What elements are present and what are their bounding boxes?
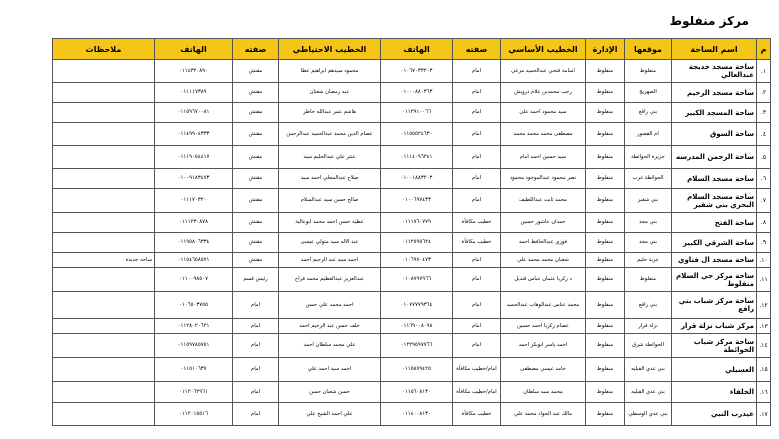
- table-row: [53, 403, 771, 426]
- header-backup-phone: الهاتف: [155, 39, 233, 60]
- cell-row-number: ٧.: [757, 189, 771, 213]
- cell-location: بني مجد: [625, 213, 672, 233]
- cell-backup-role: امام: [233, 403, 279, 426]
- cell-backup-speaker: عصام الدين محمد عبدالحميد عبدالرحمن: [279, 123, 381, 146]
- cell-backup-phone: ٠١١٤٣٢٠٨٩٠: [155, 60, 233, 83]
- cell-admin: منفلوط: [586, 319, 625, 334]
- cell-main-speaker: سيد محمود احمد علي: [501, 103, 586, 123]
- cell-backup-phone: ٠١١٢٠٦٢٩٦١: [155, 382, 233, 403]
- cell-phone: ٠١٠٧٧٧٧٩٣٦٤: [381, 292, 453, 319]
- cell-backup-speaker: حسن شعبان حسن: [279, 382, 381, 403]
- cell-backup-speaker: علي محمد سلطان احمد: [279, 334, 381, 358]
- cell-backup-speaker: خلف حسن عبد الرحيم احمد: [279, 319, 381, 334]
- cell-backup-speaker: احمد سيد احمد علي: [279, 358, 381, 382]
- cell-phone: ٠١١٥٦٠٨١٣٠: [381, 382, 453, 403]
- cell-role: امام: [453, 83, 501, 103]
- cell-phone: ٠١٠٨٧٩٧٩٦٦: [381, 268, 453, 292]
- table-row: [53, 60, 771, 83]
- cell-phone: ٠١١١٧٦٠٧٧٩: [381, 213, 453, 233]
- cell-row-number: ٣.: [757, 103, 771, 123]
- cell-notes: ساحة جديدة: [53, 253, 155, 268]
- cell-row-number: ١٥.: [757, 358, 771, 382]
- cell-row-number: ١٠.: [757, 253, 771, 268]
- header-admin: الإدارة: [586, 39, 625, 60]
- cell-role: امام: [453, 319, 501, 334]
- cell-backup-role: امام: [233, 382, 279, 403]
- cell-site-name: ساحة مركز شباب بني رافع: [672, 292, 757, 319]
- cell-location: بني شقير: [625, 189, 672, 213]
- cell-location: الحوائطة غرب: [625, 169, 672, 189]
- cell-site-name: ساحة مسجد السلام البحري بني شقير: [672, 189, 757, 213]
- cell-backup-speaker: صلاح عبدالمجلي احمد سيد: [279, 169, 381, 189]
- cell-row-number: ١٦.: [757, 382, 771, 403]
- cell-admin: منفلوط: [586, 60, 625, 83]
- cell-admin: منفلوط: [586, 334, 625, 358]
- cell-site-name: عيدرب النبي: [672, 403, 757, 426]
- cell-admin: منفلوط: [586, 123, 625, 146]
- cell-backup-role: مفتش: [233, 189, 279, 213]
- cell-role: خطيب مكافأة: [453, 233, 501, 253]
- header-role: صفته: [453, 39, 501, 60]
- cell-notes: [53, 268, 155, 292]
- cell-backup-speaker: احمد محمد علي حسن: [279, 292, 381, 319]
- cell-phone: ٠١٠٠٠٨٨٠٣٦٣: [381, 83, 453, 103]
- cell-location: بني عدي القبليه: [625, 382, 672, 403]
- cell-main-speaker: مصطفى محمد محمد محمد: [501, 123, 586, 146]
- cell-notes: [53, 319, 155, 334]
- cell-site-name: ساحة مركز شباب الحوائطة: [672, 334, 757, 358]
- cell-notes: [53, 233, 155, 253]
- cell-phone: ٠١٢٢٩٥٩٧٧٦٦: [381, 334, 453, 358]
- cell-notes: [53, 60, 155, 83]
- cell-phone: ٠١٠٠١٨٨٣٢٠٣: [381, 169, 453, 189]
- cell-backup-speaker: عبد رمضان شعبان: [279, 83, 381, 103]
- cell-notes: [53, 146, 155, 169]
- cell-backup-speaker: عبد الاله سيد متولي عيسى: [279, 233, 381, 253]
- cell-main-speaker: سيد حسين احمد امام: [501, 146, 586, 169]
- cell-location: الصهريج: [625, 83, 672, 103]
- table-row: [53, 382, 771, 403]
- cell-phone: ٠١١١٤٠٩٦٢٤١: [381, 146, 453, 169]
- header-site: اسم الساحة: [672, 39, 757, 60]
- cell-main-speaker: حامد عيسي مصطفى: [501, 358, 586, 382]
- table-row: [53, 268, 771, 292]
- cell-backup-phone: ٠١١٢٨٠٢٠٦٢١: [155, 319, 233, 334]
- cell-backup-role: رئيس قسم: [233, 268, 279, 292]
- cell-role: امام: [453, 123, 501, 146]
- table-row: [53, 358, 771, 382]
- speakers-table: [52, 38, 771, 426]
- cell-location: ام القصور: [625, 123, 672, 146]
- cell-main-speaker: احمد ياسر ابوبكر احمد: [501, 334, 586, 358]
- cell-site-name: ساحة مسجد الرحيم: [672, 83, 757, 103]
- table-row: [53, 213, 771, 233]
- cell-main-speaker: محمد سيد سلطان: [501, 382, 586, 403]
- cell-main-speaker: اسامة فتحي عبدالحميد مرعي: [501, 60, 586, 83]
- cell-role: امام: [453, 146, 501, 169]
- cell-main-speaker: شعبان محمد محمد علي: [501, 253, 586, 268]
- cell-backup-role: مفتش: [233, 83, 279, 103]
- cell-admin: منفلوط: [586, 169, 625, 189]
- cell-backup-speaker: علي احمد الشيخ علي: [279, 403, 381, 426]
- cell-backup-phone: ٠١١١١٧٣٨٩: [155, 83, 233, 103]
- cell-site-name: ساحة مسجد ال فتاوي: [672, 253, 757, 268]
- cell-notes: [53, 213, 155, 233]
- cell-backup-speaker: احمد سيد عبد الرحيم احمد: [279, 253, 381, 268]
- cell-backup-speaker: عطية حسن احمد محمد ابوعالية: [279, 213, 381, 233]
- cell-backup-role: مفتش: [233, 253, 279, 268]
- cell-row-number: ١٢.: [757, 292, 771, 319]
- cell-backup-phone: ٠١١٥٤٦٥٨٥٧١: [155, 253, 233, 268]
- cell-location: جزيرة الحوائطة: [625, 146, 672, 169]
- cell-row-number: ٢.: [757, 83, 771, 103]
- cell-site-name: ساحة الفتح: [672, 213, 757, 233]
- cell-row-number: ٩.: [757, 233, 771, 253]
- header-row: [53, 39, 771, 60]
- cell-notes: [53, 358, 155, 382]
- cell-site-name: ساحة مركز حي السلام منفلوط: [672, 268, 757, 292]
- cell-notes: [53, 169, 155, 189]
- cell-main-speaker: عصام زكريا احمد حسين: [501, 319, 586, 334]
- cell-phone: ٠١٠٦٩٧٠٤٧٣: [381, 253, 453, 268]
- cell-admin: منفلوط: [586, 253, 625, 268]
- cell-row-number: ٤.: [757, 123, 771, 146]
- cell-site-name: ساحة مسجد خديجة عبدالعالي: [672, 60, 757, 83]
- table-row: [53, 189, 771, 213]
- cell-notes: [53, 189, 155, 213]
- cell-admin: منفلوط: [586, 213, 625, 233]
- cell-backup-role: امام: [233, 292, 279, 319]
- table-row: [53, 334, 771, 358]
- cell-site-name: ساحة الشرقي الكبير: [672, 233, 757, 253]
- cell-phone: ٠١٠٦٧٠٣٣٢٠٣: [381, 60, 453, 83]
- cell-site-name: مركز شباب نزلة قرار: [672, 319, 757, 334]
- header-phone: الهاتف: [381, 39, 453, 60]
- cell-backup-phone: ٠١١١٧٠٣٢٠: [155, 189, 233, 213]
- cell-main-speaker: نصر محمود عبدالموجود محمود: [501, 169, 586, 189]
- cell-location: بني عدي القبليه: [625, 358, 672, 382]
- cell-notes: [53, 83, 155, 103]
- table-row: [53, 292, 771, 319]
- cell-backup-role: مفتش: [233, 146, 279, 169]
- table-row: [53, 169, 771, 189]
- table-row: [53, 319, 771, 334]
- cell-admin: منفلوط: [586, 268, 625, 292]
- cell-phone: ٠١١٦٩٠٠٨٠٩٨: [381, 319, 453, 334]
- cell-phone: ٠١١٥٥٥٢٤٦٣٠: [381, 123, 453, 146]
- cell-role: امام/خطيب مكافأة: [453, 358, 501, 382]
- cell-backup-role: مفتش: [233, 103, 279, 123]
- cell-notes: [53, 103, 155, 123]
- cell-row-number: ٨.: [757, 213, 771, 233]
- cell-role: خطيب مكافأة: [453, 403, 501, 426]
- cell-admin: منفلوط: [586, 146, 625, 169]
- cell-main-speaker: فوزي عبدالحافظ احمد: [501, 233, 586, 253]
- cell-notes: [53, 123, 155, 146]
- cell-backup-role: امام: [233, 334, 279, 358]
- cell-row-number: ١٧.: [757, 403, 771, 426]
- cell-admin: منفلوط: [586, 83, 625, 103]
- cell-role: امام: [453, 268, 501, 292]
- cell-main-speaker: رجب محمدين علام درويش: [501, 83, 586, 103]
- cell-backup-speaker: عبدالعزيز عبدالعظيم محمد فراج: [279, 268, 381, 292]
- cell-role: امام: [453, 334, 501, 358]
- table-row: [53, 123, 771, 146]
- cell-notes: [53, 403, 155, 426]
- cell-location: بني مجد: [625, 233, 672, 253]
- cell-main-speaker: محمد ثابت عبداللطيف: [501, 189, 586, 213]
- cell-backup-speaker: صالح حسن سيد عبدالسلام: [279, 189, 381, 213]
- cell-site-name: الخلفاء: [672, 382, 757, 403]
- cell-backup-speaker: محمود سيدهم ابراهيم عطا: [279, 60, 381, 83]
- cell-backup-phone: ٠١١٥١٠٦٣٧: [155, 358, 233, 382]
- cell-backup-phone: ٠١١١٢٣٠٨٧٨: [155, 213, 233, 233]
- header-location: موقعها: [625, 39, 672, 60]
- cell-backup-speaker: عنتر علي عبدالحليم سيد: [279, 146, 381, 169]
- cell-site-name: ساحة السوق: [672, 123, 757, 146]
- cell-role: امام: [453, 292, 501, 319]
- cell-row-number: ١١.: [757, 268, 771, 292]
- cell-backup-phone: ٠١١٢٠١٥٥١٦: [155, 403, 233, 426]
- cell-admin: منفلوط: [586, 403, 625, 426]
- cell-admin: منفلوط: [586, 233, 625, 253]
- cell-notes: [53, 334, 155, 358]
- header-num: م: [757, 39, 771, 60]
- cell-phone: ٠١١٤٠٠٨١٣٠: [381, 403, 453, 426]
- cell-backup-role: امام: [233, 358, 279, 382]
- cell-backup-role: مفتش: [233, 233, 279, 253]
- header-backup-speaker: الخطيب الاحتياطي: [279, 39, 381, 60]
- cell-main-speaker: مالك عبد الجواد محمد علي: [501, 403, 586, 426]
- cell-role: امام/خطيب مكافأة: [453, 382, 501, 403]
- cell-backup-phone: ٠١١٤٩٩٠٤٣٣٣: [155, 123, 233, 146]
- cell-backup-phone: ٠١١٥٩٧٨٥٧٥١: [155, 334, 233, 358]
- cell-role: امام: [453, 189, 501, 213]
- cell-row-number: ٥.: [757, 146, 771, 169]
- cell-backup-phone: ٠١١١٩٠٥٤٤١٧: [155, 146, 233, 169]
- cell-admin: منفلوط: [586, 103, 625, 123]
- cell-location: الحوائطة شرق: [625, 334, 672, 358]
- cell-role: امام: [453, 253, 501, 268]
- table-row: [53, 233, 771, 253]
- cell-backup-role: امام: [233, 319, 279, 334]
- cell-location: عزبة حليم: [625, 253, 672, 268]
- cell-backup-phone: ٠١١٥٩٦٧٠٠٨١: [155, 103, 233, 123]
- cell-backup-phone: ٠١٠٠٩١٨٣٤٧٣: [155, 169, 233, 189]
- cell-admin: منفلوط: [586, 292, 625, 319]
- header-backup-role: صفته: [233, 39, 279, 60]
- table-row: [53, 253, 771, 268]
- cell-location: منفلوط: [625, 268, 672, 292]
- cell-backup-role: مفتش: [233, 60, 279, 83]
- cell-row-number: ١.: [757, 60, 771, 83]
- header-notes: ملاحظات: [53, 39, 155, 60]
- cell-site-name: ساحة مسجد السلام: [672, 169, 757, 189]
- cell-main-speaker: د زكريا عثمان عباس قنديل: [501, 268, 586, 292]
- cell-location: بني رافع: [625, 103, 672, 123]
- cell-backup-phone: ٠١١٠٠٩٨٥٠٧: [155, 268, 233, 292]
- cell-site-name: العسيلي: [672, 358, 757, 382]
- cell-site-name: ساحة الرحمن المدرسه: [672, 146, 757, 169]
- cell-notes: [53, 382, 155, 403]
- cell-phone: ٠١٠٠٦٩٧٤٣٣: [381, 189, 453, 213]
- cell-admin: منفلوط: [586, 358, 625, 382]
- cell-notes: [53, 292, 155, 319]
- header-main-speaker: الخطيب الأساسي: [501, 39, 586, 60]
- table-row: [53, 83, 771, 103]
- cell-location: بني عدي الوسطي: [625, 403, 672, 426]
- cell-row-number: ٦.: [757, 169, 771, 189]
- cell-backup-role: مفتش: [233, 123, 279, 146]
- cell-role: امام: [453, 103, 501, 123]
- cell-backup-phone: ٠١١٩٥٨٠٦٣٣٤: [155, 233, 233, 253]
- cell-role: امام: [453, 169, 501, 189]
- cell-admin: منفلوط: [586, 189, 625, 213]
- table-row: [53, 103, 771, 123]
- page-title: مركز منفلوط: [669, 14, 749, 28]
- cell-phone: ٠١١٢٩١٠٠٦٦: [381, 103, 453, 123]
- cell-location: منفلوط: [625, 60, 672, 83]
- cell-backup-phone: ٠١٠٦٥٠٣٧٥٥: [155, 292, 233, 319]
- cell-row-number: ١٣.: [757, 319, 771, 334]
- cell-main-speaker: حمدان عاشور حسين: [501, 213, 586, 233]
- cell-role: خطيب مكافأة: [453, 213, 501, 233]
- cell-site-name: ساحة المسجد الكبير: [672, 103, 757, 123]
- cell-backup-role: مفتش: [233, 213, 279, 233]
- cell-location: نزلة قرار: [625, 319, 672, 334]
- table-row: [53, 146, 771, 169]
- cell-main-speaker: محمد عباس عبدالوهاب عبدالحميد: [501, 292, 586, 319]
- cell-phone: ٠١١٢٥٩٥٦٢٤: [381, 233, 453, 253]
- cell-backup-speaker: هاشم عمر عبدالله خاطر: [279, 103, 381, 123]
- cell-backup-role: مفتش: [233, 169, 279, 189]
- cell-role: امام: [453, 60, 501, 83]
- cell-admin: منفلوط: [586, 382, 625, 403]
- cell-phone: ٠١١٥٨٧٩٤٢٥: [381, 358, 453, 382]
- cell-location: بني رافع: [625, 292, 672, 319]
- cell-row-number: ١٤.: [757, 334, 771, 358]
